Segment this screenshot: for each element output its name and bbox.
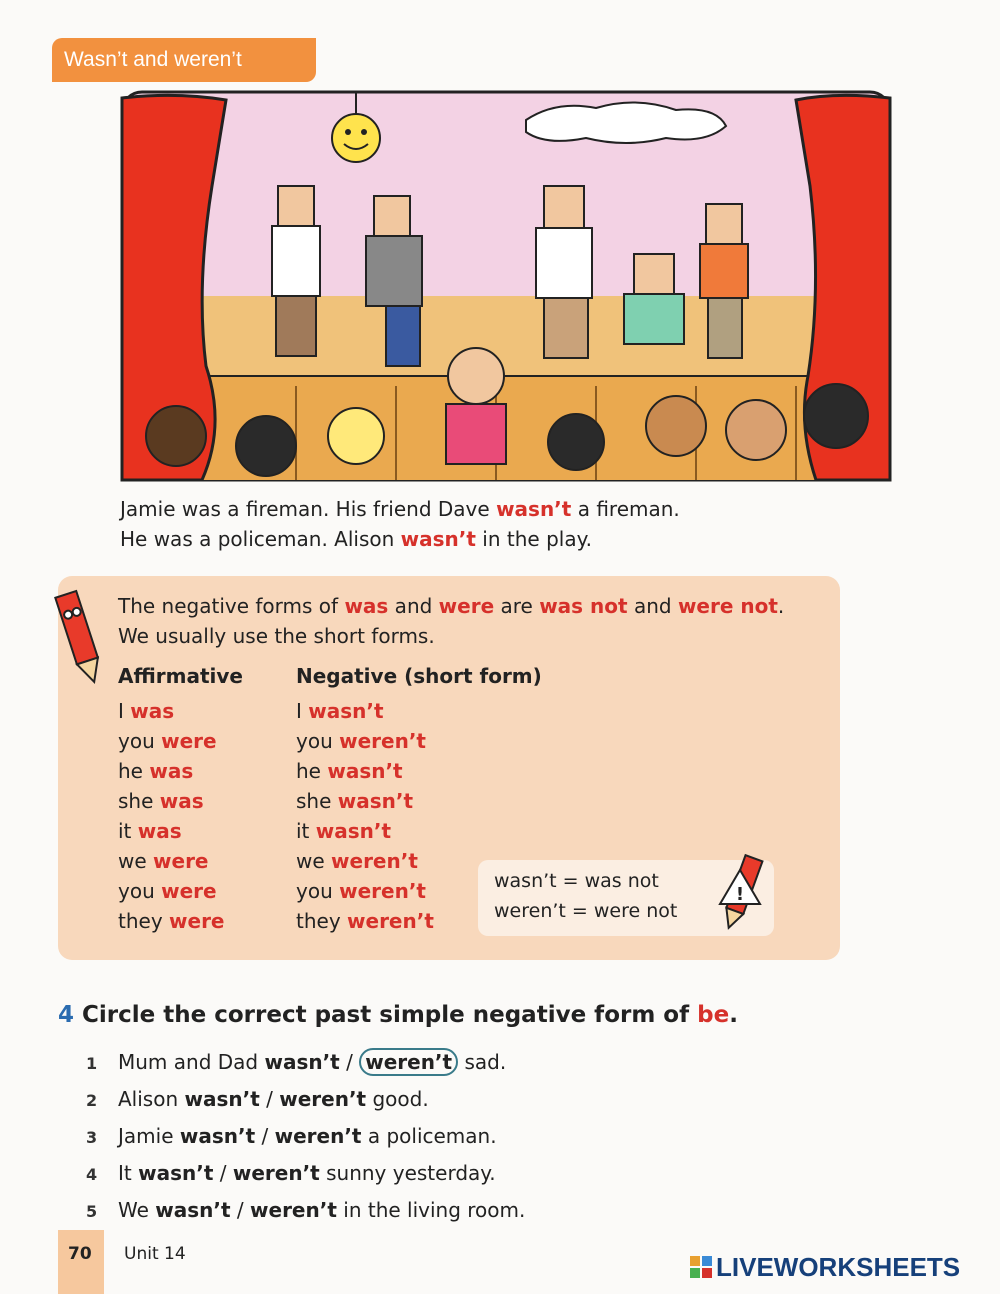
- option-werent[interactable]: weren’t: [274, 1124, 362, 1148]
- option-wasnt[interactable]: wasn’t: [155, 1198, 231, 1222]
- pencil-mascot-icon: [52, 580, 108, 690]
- item-text: We: [118, 1198, 149, 1222]
- item-text: good.: [372, 1087, 429, 1111]
- unit-label: Unit 14: [124, 1244, 186, 1264]
- option-werent[interactable]: weren’t: [279, 1087, 367, 1111]
- exercise-item: [86, 1081, 525, 1118]
- caption-text: a fireman.: [571, 497, 680, 521]
- item-text: Alison: [118, 1087, 179, 1111]
- option-separator: /: [261, 1124, 269, 1148]
- pronoun: I: [118, 699, 124, 723]
- verb-form: were: [169, 909, 225, 933]
- item-number: 2: [86, 1091, 98, 1110]
- option-wasnt[interactable]: wasn’t: [184, 1087, 260, 1111]
- option-separator: /: [266, 1087, 273, 1111]
- exercise-item: [86, 1155, 525, 1192]
- pronoun: we: [118, 849, 147, 873]
- caption-line-1: [120, 497, 680, 521]
- contraction-note: [478, 860, 774, 936]
- affirmative-column: [118, 696, 225, 936]
- affirmative-row: [118, 786, 225, 816]
- pronoun: they: [118, 909, 163, 933]
- pronoun: you: [118, 879, 155, 903]
- pronoun: she: [296, 789, 332, 813]
- exercise-item: [86, 1192, 525, 1229]
- negative-row: [296, 876, 434, 906]
- negative-row: [296, 906, 434, 936]
- caption-text: Jamie was a fireman. His friend Dave: [120, 497, 497, 521]
- negative-row: [296, 846, 434, 876]
- pronoun: she: [118, 789, 154, 813]
- item-text: It: [118, 1161, 132, 1185]
- grammar-note-2: We usually use the short forms.: [118, 624, 435, 648]
- exercise-item: [86, 1118, 525, 1155]
- brand-logo-icon: [690, 1256, 712, 1278]
- exercise-list: [86, 1044, 525, 1229]
- caption-text: in the play.: [475, 527, 592, 551]
- pronoun: I: [296, 699, 302, 723]
- exercise-number: 4: [58, 1002, 75, 1028]
- pronoun: he: [296, 759, 321, 783]
- negative-row: [296, 816, 434, 846]
- option-separator: /: [236, 1198, 244, 1222]
- exercise-item: [86, 1044, 525, 1081]
- item-number: 5: [86, 1202, 98, 1221]
- option-separator: /: [219, 1161, 227, 1185]
- item-text: sunny yesterday.: [326, 1161, 496, 1185]
- verb-form: weren’t: [339, 879, 426, 903]
- pronoun: you: [296, 879, 333, 903]
- pronoun: it: [296, 819, 310, 843]
- stage-illustration: [116, 86, 896, 486]
- pronoun: it: [118, 819, 132, 843]
- item-text: Jamie: [118, 1124, 174, 1148]
- affirmative-row: [118, 876, 225, 906]
- section-title-tab: [52, 38, 316, 82]
- verb-form: were: [161, 879, 217, 903]
- item-text: Mum and Dad: [118, 1050, 259, 1074]
- item-text: sad.: [464, 1050, 507, 1074]
- verb-form: was: [149, 759, 194, 783]
- pronoun: you: [118, 729, 155, 753]
- item-text: in the living room.: [343, 1198, 526, 1222]
- affirmative-row: [118, 906, 225, 936]
- option-separator: /: [346, 1050, 353, 1074]
- caption-line-2: [120, 527, 592, 551]
- verb-form: weren’t: [347, 909, 434, 933]
- verb-form: weren’t: [339, 729, 426, 753]
- negative-row: [296, 756, 434, 786]
- item-number: 4: [86, 1165, 98, 1184]
- contraction-wasnt: wasn’t = was not: [494, 870, 659, 892]
- verb-form: was: [130, 699, 175, 723]
- item-text: a policeman.: [367, 1124, 497, 1148]
- negative-row: [296, 726, 434, 756]
- option-werent[interactable]: weren’t: [232, 1161, 320, 1185]
- option-wasnt[interactable]: wasn’t: [264, 1050, 340, 1074]
- caption-highlight: wasn’t: [496, 497, 572, 521]
- option-wasnt[interactable]: wasn’t: [138, 1161, 214, 1185]
- verb-form: was: [137, 819, 182, 843]
- affirmative-row: [118, 696, 225, 726]
- verb-form: wasn’t: [327, 759, 403, 783]
- contraction-werent: weren’t = were not: [494, 900, 678, 922]
- verb-form: weren’t: [331, 849, 418, 873]
- pronoun: we: [296, 849, 325, 873]
- verb-form: wasn’t: [337, 789, 414, 813]
- affirmative-row: [118, 816, 225, 846]
- warning-pencil-icon: [714, 852, 768, 936]
- negative-column: [296, 696, 434, 936]
- column-heading-negative: Negative (short form): [296, 664, 542, 688]
- grammar-note-1: The negative forms of was and were are was not and were not.: [118, 594, 785, 618]
- pronoun: they: [296, 909, 341, 933]
- pronoun: you: [296, 729, 333, 753]
- page-number: 70: [68, 1244, 92, 1264]
- affirmative-row: [118, 846, 225, 876]
- option-werent[interactable]: weren’t: [359, 1048, 458, 1076]
- grammar-box: [58, 576, 840, 960]
- verb-form: were: [153, 849, 209, 873]
- section-title: Wasn’t and weren’t: [64, 48, 242, 71]
- verb-form: were: [161, 729, 217, 753]
- verb-form: was: [159, 789, 204, 813]
- item-number: 3: [86, 1128, 98, 1147]
- brand-footer: [690, 1252, 960, 1283]
- column-heading-affirmative: Affirmative: [118, 664, 243, 688]
- item-number: 1: [86, 1054, 98, 1073]
- pronoun: he: [118, 759, 143, 783]
- negative-row: [296, 696, 434, 726]
- negative-row: [296, 786, 434, 816]
- affirmative-row: [118, 756, 225, 786]
- caption-text: He was a policeman. Alison: [120, 527, 401, 551]
- caption-highlight: wasn’t: [400, 527, 476, 551]
- option-wasnt[interactable]: wasn’t: [179, 1124, 256, 1148]
- option-werent[interactable]: weren’t: [250, 1198, 337, 1222]
- exercise-title: 4 Circle the correct past simple negative form of be.: [58, 1002, 738, 1028]
- verb-form: wasn’t: [315, 819, 392, 843]
- svg-text:!: !: [735, 884, 745, 905]
- verb-form: wasn’t: [308, 699, 384, 723]
- brand-name: LIVEWORKSHEETS: [716, 1252, 961, 1282]
- affirmative-row: [118, 726, 225, 756]
